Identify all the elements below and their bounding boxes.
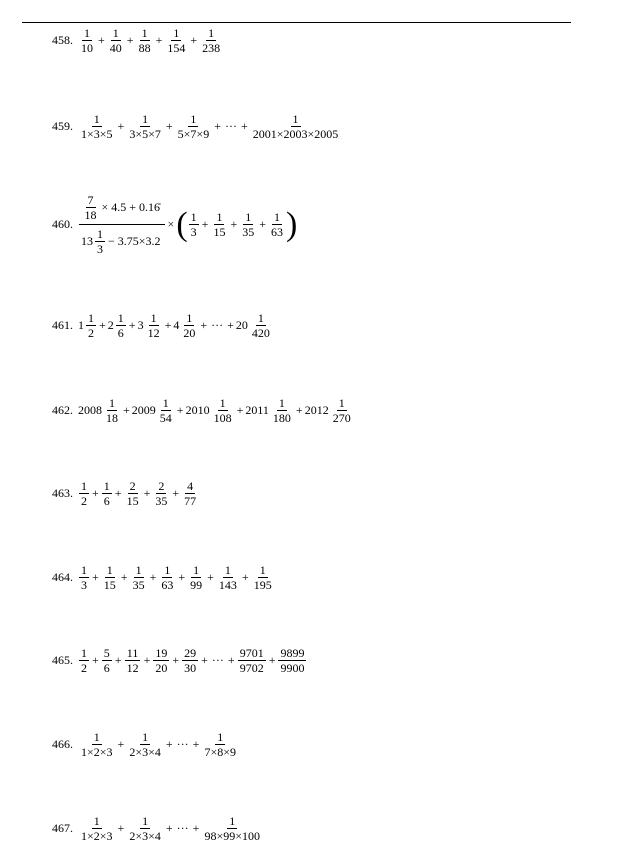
plus-sign: + (201, 217, 209, 231)
numerator: 9899 (280, 646, 305, 660)
numerator: 19 (155, 646, 168, 660)
denominator: 6 (103, 494, 110, 508)
problem-number: 462. (52, 403, 73, 417)
denominator: 88 (138, 41, 151, 55)
numerator: 1 (292, 112, 299, 126)
fraction (79, 563, 89, 592)
plus-sign: + (259, 217, 266, 231)
fraction (189, 210, 199, 239)
denominator: 2×3×4 (129, 745, 161, 759)
plus-sign: + (176, 403, 184, 417)
plus-sign: + (268, 653, 276, 667)
problem-458 (52, 26, 223, 55)
denominator: 270 (332, 411, 351, 425)
times-sign: × (167, 217, 175, 231)
numerator: 1 (219, 396, 226, 410)
fraction (125, 479, 141, 508)
plus-sign: + (236, 403, 244, 417)
denominator: 195 (253, 578, 272, 592)
complex-numerator (79, 193, 166, 225)
problem-number: 464. (52, 570, 73, 584)
fraction (211, 210, 227, 239)
numerator: 1 (142, 814, 149, 828)
denominator: 12 (147, 326, 160, 340)
plus-sign: + (165, 737, 173, 751)
fraction (79, 730, 115, 759)
numerator: 11 (126, 646, 139, 660)
ellipsis: ··· (176, 737, 189, 751)
problem-464 (52, 563, 275, 592)
plus-sign: + (165, 821, 173, 835)
whole-number: 2009 (131, 403, 156, 417)
denominator: 2 (81, 661, 87, 675)
denominator: 6 (117, 326, 124, 340)
plus-sign: + (172, 486, 180, 500)
whole-number: 2012 (304, 403, 329, 417)
expression (78, 814, 263, 843)
plus-sign: + (98, 33, 105, 47)
denominator: 12 (126, 661, 139, 675)
fraction (212, 396, 234, 425)
denominator-rest: − 3.75×3.2 (108, 234, 161, 248)
denominator: 18 (106, 411, 118, 425)
numerator: 1 (112, 26, 119, 40)
denominator: 2001×2003×2005 (252, 127, 339, 141)
fraction (95, 227, 105, 256)
problem-number: 458. (52, 33, 73, 47)
denominator: 10 (81, 41, 93, 55)
problem-462 (52, 396, 354, 425)
numerator: 1 (93, 730, 100, 744)
plus-sign: + (92, 570, 99, 584)
numerator: 1 (109, 396, 115, 410)
numerator: 1 (193, 563, 200, 577)
numerator: 1 (117, 311, 124, 325)
denominator: 63 (271, 225, 283, 239)
fraction (250, 311, 272, 340)
problem-465 (52, 646, 307, 675)
whole-number: 2 (107, 318, 114, 332)
fraction (181, 311, 197, 340)
denominator: 30 (184, 661, 197, 675)
fraction (104, 396, 120, 425)
fraction (125, 646, 141, 675)
plus-sign: + (295, 403, 303, 417)
denominator: 18 (84, 208, 97, 222)
numerator: 1 (259, 563, 266, 577)
denominator: 108 (213, 411, 232, 425)
numerator: 1 (93, 112, 100, 126)
whole-number: 2011 (245, 403, 269, 417)
numerator: 1 (97, 227, 103, 241)
numerator: 5 (103, 646, 110, 660)
right-paren: ) (286, 205, 298, 243)
denominator: 143 (218, 578, 237, 592)
fraction (238, 646, 266, 675)
denominator: 9702 (239, 661, 264, 675)
plus-sign: + (114, 653, 122, 667)
fraction (182, 646, 198, 675)
fraction (137, 26, 153, 55)
plus-sign: + (92, 486, 99, 500)
plus-sign: + (192, 821, 200, 835)
fraction (182, 479, 198, 508)
fraction (79, 646, 89, 675)
ellipsis: ··· (176, 821, 189, 835)
plus-sign: + (120, 570, 128, 584)
denominator: 15 (213, 225, 226, 239)
fraction (217, 563, 239, 592)
plus-sign: + (227, 318, 234, 332)
plus-sign: + (117, 119, 125, 133)
numerator: 1 (81, 479, 87, 493)
fraction (108, 26, 124, 55)
plus-sign: + (165, 119, 173, 133)
numerator: 1 (88, 311, 94, 325)
denominator: 98×99×100 (204, 829, 260, 843)
fraction (176, 112, 212, 141)
numerator: 1 (278, 396, 285, 410)
fraction (79, 814, 115, 843)
fraction (79, 112, 115, 141)
fraction (278, 646, 306, 675)
numerator: 1 (190, 210, 197, 224)
plus-sign: + (164, 318, 172, 332)
plus-sign: + (128, 318, 136, 332)
whole-number: 20 (235, 318, 248, 332)
denominator: 6 (103, 661, 110, 675)
denominator: 3 (81, 578, 87, 592)
denominator: 63 (161, 578, 174, 592)
numerator: 1 (103, 479, 110, 493)
numerator: 1 (245, 210, 252, 224)
denominator: 20 (155, 661, 168, 675)
expression (78, 193, 297, 256)
numerator: 1 (224, 563, 231, 577)
fraction (251, 112, 341, 141)
numerator: 1 (164, 563, 171, 577)
fraction (240, 210, 256, 239)
denominator: 238 (202, 41, 221, 55)
numerator: 2 (158, 479, 165, 493)
numerator: 2 (129, 479, 136, 493)
problem-number: 466. (52, 737, 73, 751)
fraction (165, 26, 187, 55)
expression (78, 563, 275, 592)
numerator: 1 (208, 26, 215, 40)
numerator: 1 (81, 563, 87, 577)
fraction (83, 193, 99, 222)
ellipsis: ··· (224, 119, 237, 133)
problem-number: 460. (52, 217, 73, 231)
denominator: 3×5×7 (129, 127, 161, 141)
complex-fraction (78, 193, 166, 256)
numerator: 1 (173, 26, 180, 40)
problem-461 (52, 311, 273, 340)
fraction (188, 563, 204, 592)
problem-number: 465. (52, 653, 73, 667)
plus-sign: + (207, 570, 214, 584)
plus-sign: + (201, 653, 208, 667)
numerator: 1 (106, 563, 113, 577)
fraction (79, 479, 89, 508)
plus-sign: + (230, 217, 238, 231)
expression (78, 396, 354, 425)
expression (78, 479, 199, 508)
fraction (331, 396, 353, 425)
denominator: 77 (184, 494, 197, 508)
fraction (131, 563, 147, 592)
whole-number: 4 (173, 318, 180, 332)
numerator: 1 (257, 311, 264, 325)
fraction (102, 646, 112, 675)
plus-sign: + (126, 33, 134, 47)
ellipsis: ··· (211, 653, 224, 667)
denominator: 2 (81, 494, 87, 508)
denominator: 2 (88, 326, 94, 340)
plus-sign: + (143, 653, 151, 667)
numerator: 1 (338, 396, 345, 410)
plus-sign: + (241, 570, 249, 584)
denominator: 35 (132, 578, 145, 592)
denominator: 1×2×3 (81, 745, 113, 759)
fraction (159, 563, 175, 592)
denominator: 180 (272, 411, 291, 425)
fraction (127, 730, 163, 759)
fraction (127, 112, 163, 141)
fraction (269, 210, 285, 239)
problem-number: 463. (52, 486, 73, 500)
plus-sign: + (192, 737, 200, 751)
plus-sign: + (178, 570, 186, 584)
plus-sign: + (155, 33, 163, 47)
fraction (153, 646, 169, 675)
fraction (202, 814, 262, 843)
plus-sign: + (117, 821, 125, 835)
problem-459 (52, 112, 341, 141)
denominator: 2×3×4 (129, 829, 161, 843)
fraction (86, 311, 96, 340)
numerator: 1 (142, 730, 149, 744)
denominator: 1×3×5 (81, 127, 113, 141)
problem-number: 461. (52, 318, 73, 332)
whole-number: 2008 (78, 403, 102, 417)
plus-sign: + (190, 33, 198, 47)
numerator: 4 (187, 479, 194, 493)
numerator: 1 (93, 814, 100, 828)
numerator: 1 (141, 26, 148, 40)
expression (78, 311, 273, 340)
whole-number: 3 (137, 318, 144, 332)
fraction (116, 311, 126, 340)
fraction (79, 26, 95, 55)
fraction (127, 814, 163, 843)
problem-467 (52, 814, 263, 843)
fraction (271, 396, 293, 425)
denominator: 20 (183, 326, 196, 340)
denominator: 7×8×9 (204, 745, 236, 759)
fraction (158, 396, 174, 425)
numerator: 7 (87, 193, 94, 207)
whole-number: 13 (81, 234, 93, 248)
numerator: 29 (184, 646, 197, 660)
header-rule (22, 22, 571, 23)
denominator: 35 (242, 225, 255, 239)
plus-sign: + (149, 570, 157, 584)
denominator: 40 (109, 41, 122, 55)
fraction (153, 479, 169, 508)
problem-number: 459. (52, 119, 73, 133)
denominator: 3 (190, 225, 197, 239)
problem-number: 467. (52, 821, 73, 835)
numerator: 1 (190, 112, 197, 126)
plus-sign: + (172, 653, 180, 667)
fraction (252, 563, 274, 592)
numerator: 1 (217, 730, 224, 744)
left-paren: ( (176, 205, 188, 243)
fraction (102, 479, 112, 508)
fraction (102, 563, 118, 592)
plus-sign: + (200, 318, 208, 332)
expression (78, 730, 239, 759)
denominator: 15 (126, 494, 139, 508)
denominator: 420 (251, 326, 270, 340)
denominator: 54 (159, 411, 172, 425)
whole-number: 2010 (185, 403, 210, 417)
denominator: 1×2×3 (81, 829, 113, 843)
plus-sign: + (117, 737, 125, 751)
fraction (202, 730, 238, 759)
plus-sign: + (143, 486, 151, 500)
denominator: 9900 (280, 661, 305, 675)
expression (78, 112, 341, 141)
expression (78, 646, 307, 675)
numerator: 1 (186, 311, 193, 325)
expression (78, 26, 223, 55)
plus-sign: + (99, 318, 106, 332)
ellipsis: ··· (211, 318, 224, 332)
numerator: 1 (229, 814, 236, 828)
denominator: 154 (167, 41, 186, 55)
numerator: 1 (81, 646, 87, 660)
numerator: 1 (216, 210, 223, 224)
numerator: 1 (142, 112, 149, 126)
problem-460 (52, 193, 297, 256)
fraction (146, 311, 162, 340)
numerator: 1 (84, 26, 90, 40)
plus-sign: + (123, 403, 130, 417)
problem-466 (52, 730, 239, 759)
plus-sign: + (214, 119, 221, 133)
plus-sign: + (92, 653, 99, 667)
denominator: 3 (97, 242, 103, 256)
denominator: 35 (155, 494, 168, 508)
numerator: 1 (274, 210, 280, 224)
denominator: 15 (103, 578, 116, 592)
fraction (200, 26, 222, 55)
plus-sign: + (227, 653, 235, 667)
problem-463 (52, 479, 199, 508)
complex-denominator (78, 225, 166, 256)
numerator: 1 (135, 563, 142, 577)
numerator: 1 (150, 311, 157, 325)
numerator-rest: × 4.5 + 0.16̇ (101, 200, 161, 214)
plus-sign: + (240, 119, 248, 133)
plus-sign: + (114, 486, 122, 500)
numerator: 1 (162, 396, 169, 410)
denominator: 5×7×9 (177, 127, 210, 141)
denominator: 99 (190, 578, 203, 592)
whole-number: 1 (78, 318, 84, 332)
numerator: 9701 (239, 646, 264, 660)
